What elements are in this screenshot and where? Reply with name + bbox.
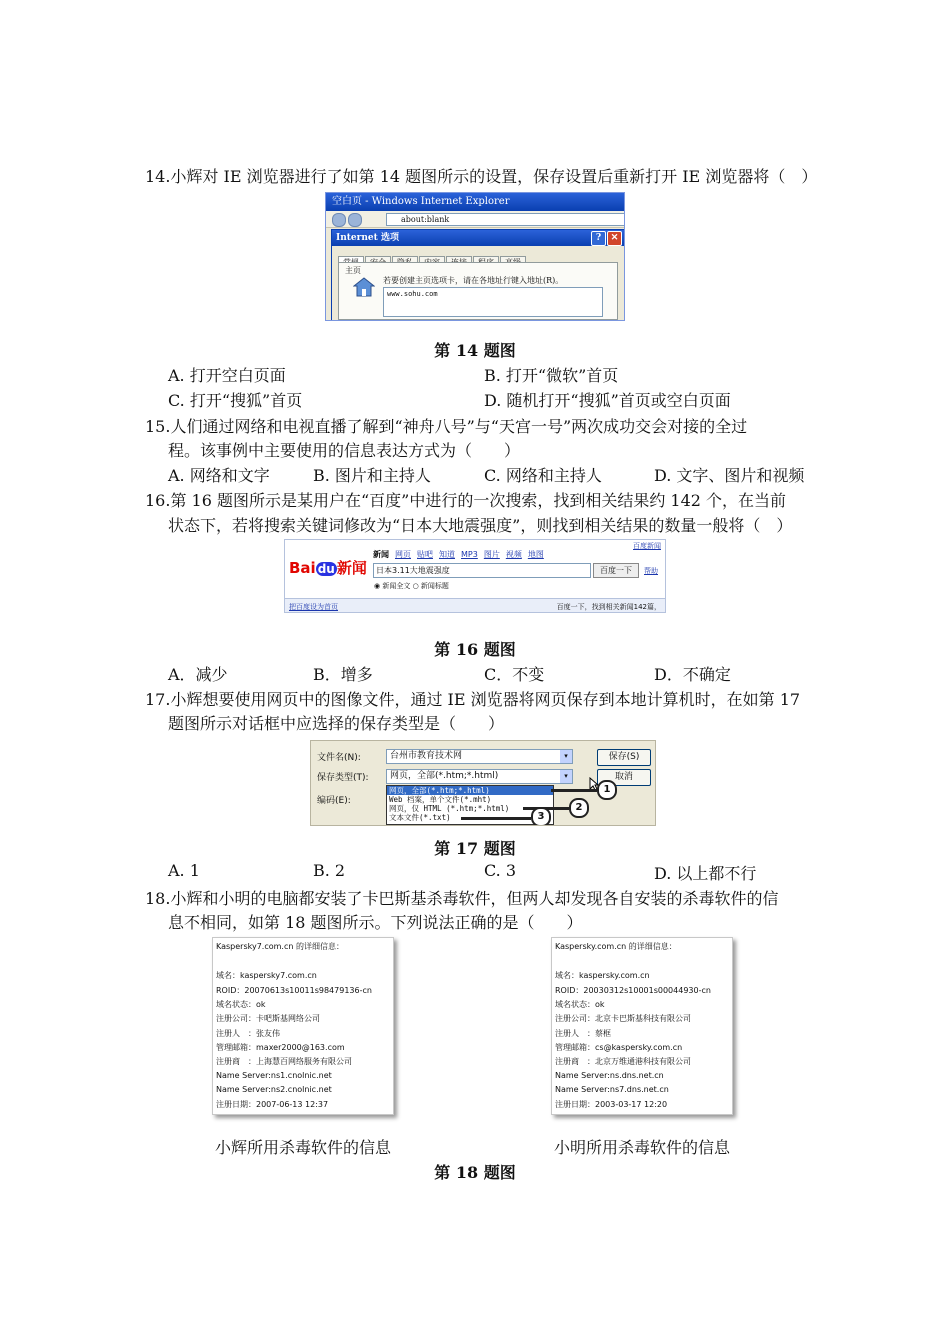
save-button: 保存(S) [597,749,651,766]
set-homepage-link: 把百度设为首页 [289,603,338,611]
homepage-textarea: www.sohu.com [383,287,603,317]
internet-options-dialog [331,229,625,321]
info-line: 管理邮箱：cs@kaspersky.com.cn [555,1043,683,1052]
radio-fulltext: ◉ 新闻全文 ○ 新闻标题 [374,582,449,590]
homepage-hint: 若要创建主页选项卡，请在各地址行键入地址(R)。 [383,276,564,285]
save-type-label: 保存类型(T): [317,773,369,783]
baidu-status-bar [285,598,665,613]
back-icon [332,213,346,227]
q16-caption: 第 16 题图 [434,640,516,659]
q15-stem-line2: 程。该事例中主要使用的信息表达方式为（ ） [168,441,521,460]
list-item: 文本文件(*.txt) [389,813,451,822]
info-line: 注册人 ：张友伟 [216,1029,280,1038]
q18-caption: 第 18 题图 [434,1163,516,1182]
q17-option-b: B. 2 [313,861,346,880]
q14-figure [325,192,625,321]
options-tabs [338,250,527,262]
info-line: Kaspersky7.com.cn 的详细信息： [216,942,344,951]
marker-1: 1 [597,780,617,800]
general-panel [338,262,618,320]
baidu-search-input: 日本3.11大地震强度 [373,563,591,578]
info-line: 域名：kaspersky.com.cn [555,971,650,980]
info-line: Name Server:ns2.cnolnic.net [216,1085,332,1094]
home-icon [353,277,375,297]
dialog-title: Internet 选项 ? ✕ [332,230,624,246]
baidu-nav [373,549,550,560]
q17-figure [310,740,656,826]
info-line: 域名：kaspersky7.com.cn [216,971,317,980]
baidu-news-link: 百度新闻 [633,542,661,550]
q16-figure [284,539,666,613]
q16-stem-line1: 16.第 16 题图所示是某用户在“百度”中进行的一次搜索，找到相关结果约 142 个，在当前 [145,491,787,510]
info-line: 域名状态：ok [555,1000,605,1009]
q18-right-caption: 小明所用杀毒软件的信息 [554,1138,731,1157]
nav-mp3: MP3 [461,550,478,559]
marker-2: 2 [569,798,589,818]
info-line: 管理邮箱：maxer2000@163.com [216,1043,345,1052]
nav-web: 网页 [395,550,411,559]
q14-caption: 第 14 题图 [434,341,516,360]
nav-image: 图片 [483,550,500,559]
close-icon: ✕ [607,231,622,246]
forward-icon [348,213,362,227]
info-line: 注册商 ：上海慧百网络服务有限公司 [216,1057,352,1066]
info-line: 域名状态：ok [216,1000,266,1009]
result-count: 百度一下，找到相关新闻142篇， [556,603,661,611]
info-line: 注册人 ：蔡框 [555,1029,611,1038]
q16-option-d: D．不确定 [654,665,731,684]
q17-caption: 第 17 题图 [434,839,516,858]
info-line: Kaspersky.com.cn 的详细信息： [555,942,677,951]
q18-left-info [212,937,394,1115]
info-line: ROID：20070613s10011s98479136-cn [216,986,372,995]
q16-option-c: C．不变 [484,665,545,684]
q17-option-c: C. 3 [484,861,517,880]
q14-stem: 14.小辉对 IE 浏览器进行了如第 14 题图所示的设置，保存设置后重新打开 IE 浏览器将（ ） [145,167,818,186]
q15-option-a: A. 网络和文字 [168,466,270,485]
q17-option-d: D. 以上都不行 [654,864,757,883]
q17-stem-line2: 题图所示对话框中应选择的保存类型是（ ） [168,714,505,733]
q18-left-caption: 小辉所用杀毒软件的信息 [215,1138,392,1157]
help-link: 帮助 [644,567,658,575]
q16-stem-line2: 状态下，若将搜索关键词修改为“日本大地震强度”，则找到相关结果的数量一般将（ ） [168,516,793,535]
q15-option-c: C. 网络和主持人 [484,466,602,485]
chevron-down-icon: ▾ [560,750,572,763]
q15-option-b: B. 图片和主持人 [313,466,431,485]
info-line: Name Server:ns1.cnolnic.net [216,1071,332,1080]
help-icon: ? [591,231,606,246]
q14-option-b: B. 打开“微软”首页 [484,366,619,385]
cancel-button: 取消 [597,769,651,786]
info-line: 注册日期：2007-06-13 12:37 [216,1100,329,1109]
nav-zhidao: 知道 [439,550,455,559]
info-line: 注册公司：卡吧斯基网络公司 [216,1014,320,1023]
chevron-down-icon: ▾ [560,770,572,783]
nav-video: 视频 [505,550,522,559]
q14-option-d: D. 随机打开“搜狐”首页或空白页面 [484,391,731,410]
pointer-line-1 [551,789,597,792]
info-line: ROID：20030312s10001s00044930-cn [555,986,711,995]
nav-map: 地图 [527,550,544,559]
pointer-line-3 [461,817,531,820]
q18-stem-line1: 18.小辉和小明的电脑都安装了卡巴斯基杀毒软件，但两人却发现各自安装的杀毒软件的信 [145,889,779,908]
q14-option-a: A. 打开空白页面 [168,366,286,385]
save-type-select: 网页，全部(*.htm;*.html) ▾ [386,769,573,784]
list-item: 网页，全部(*.htm;*.html) [387,786,553,795]
ie-window-title: 空白页 - Windows Internet Explorer [326,193,624,211]
nav-news: 新闻 [373,550,389,559]
q16-option-b: B．增多 [313,665,373,684]
filename-field: 台州市教育技术网 ▾ [386,749,573,764]
nav-tieba: 贴吧 [417,550,433,559]
address-field: about:blank [386,213,625,226]
q14-option-c: C. 打开“搜狐”首页 [168,391,303,410]
info-line: Name Server:ns.dns.net.cn [555,1071,664,1080]
marker-3: 3 [531,807,551,826]
q16-option-a: A．减少 [168,665,228,684]
q18-stem-line2: 息不相同，如第 18 题图所示。下列说法正确的是（ ） [168,913,583,932]
encoding-label: 编码(E): [317,796,351,806]
address-bar [326,211,624,228]
info-line: Name Server:ns7.dns.net.cn [555,1085,669,1094]
filename-label: 文件名(N): [317,753,361,763]
q15-option-d: D. 文字、图片和视频 [654,466,805,485]
list-item: Web 档案，单个文件(*.mht) [389,795,492,804]
info-line: 注册公司：北京卡巴斯基科技有限公司 [555,1014,691,1023]
baidu-search-button: 百度一下 [593,563,639,578]
info-line: 注册日期：2003-03-17 12:20 [555,1100,668,1109]
info-line: 注册商 ：北京万维通港科技有限公司 [555,1057,691,1066]
q15-stem-line1: 15.人们通过网络和电视直播了解到“神舟八号”与“天宫一号”两次成功交会对接的全过 [145,417,748,436]
q18-right-info [551,937,733,1115]
q17-option-a: A. 1 [168,861,200,880]
q17-stem-line1: 17.小辉想要使用网页中的图像文件，通过 IE 浏览器将网页保存到本地计算机时，在如第 17 [145,690,801,709]
homepage-section-label: 主页 [345,266,361,275]
baidu-news-logo: Bai du 新闻 [289,559,367,577]
list-item: 网页，仅 HTML (*.htm;*.html) [389,804,510,813]
